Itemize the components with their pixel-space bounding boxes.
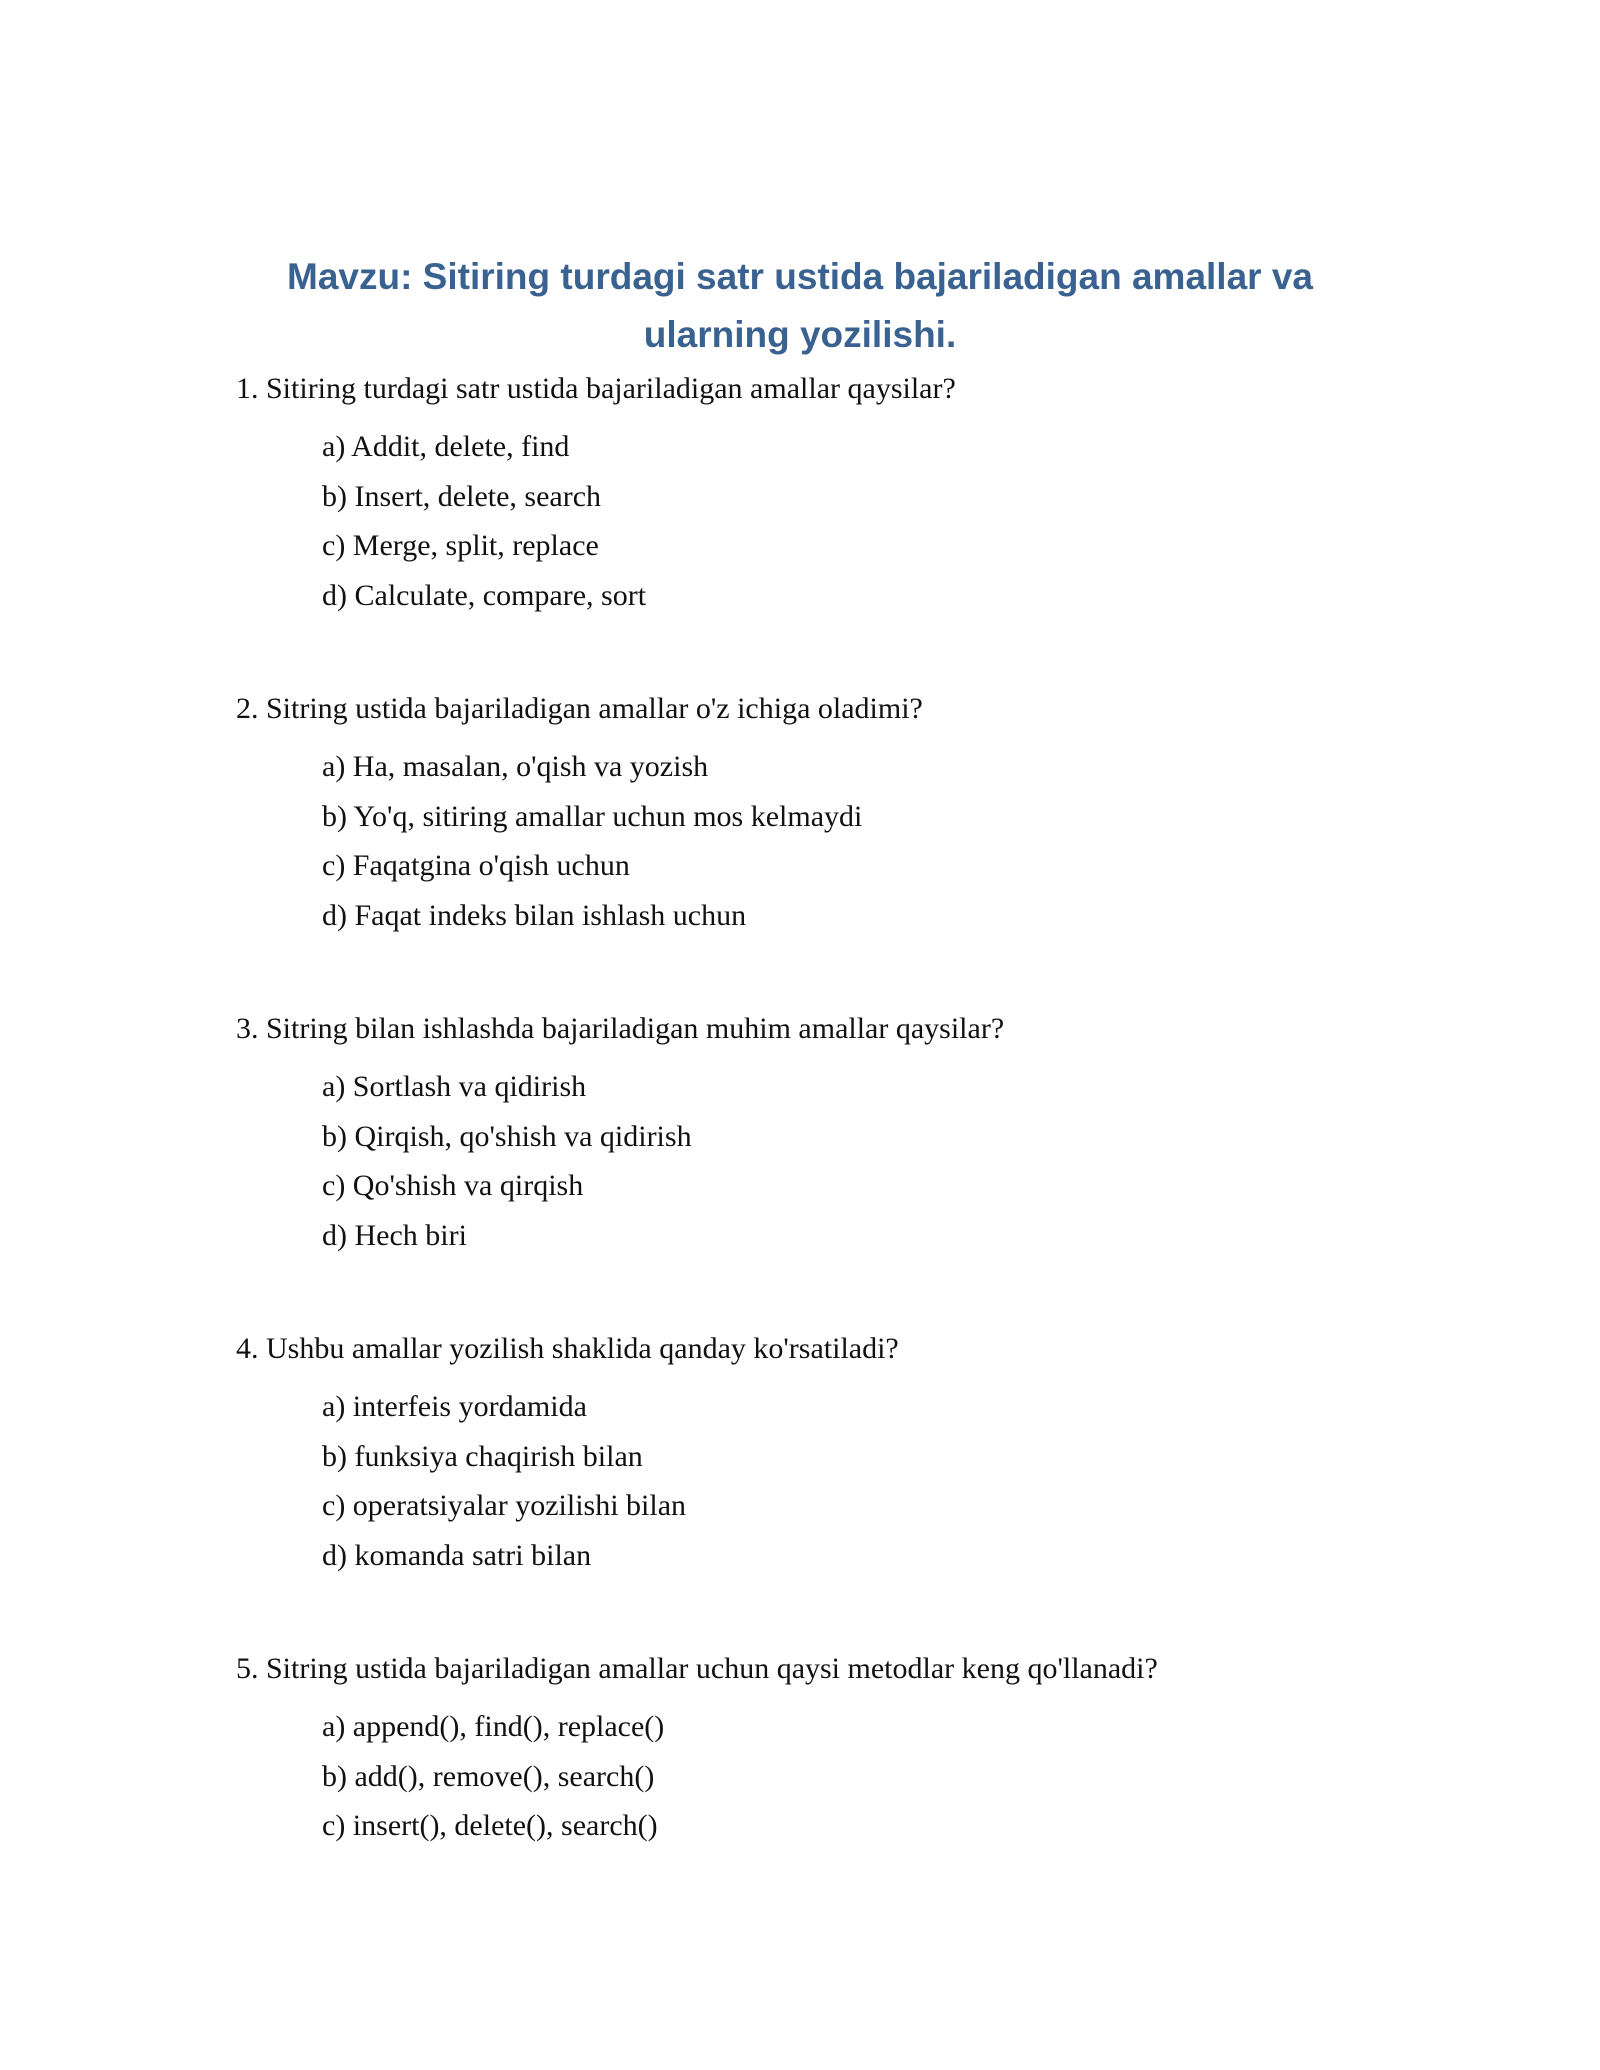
question-text: 2. Sitring ustida bajariladigan amallar o'z ichiga oladimi? [236, 692, 923, 725]
title-line-1: Mavzu: Sitiring turdagi satr ustida bajariladigan amallar va [287, 256, 1313, 297]
option-d: d) komanda satri bilan [322, 1538, 592, 1572]
option-c: c) Merge, split, replace [322, 529, 599, 562]
option-d: d) Calculate, compare, sort [322, 578, 647, 612]
option-a: a) Sortlash va qidirish [322, 1070, 587, 1103]
option-b: b) Yo'q, sitiring amallar uchun mos kelmaydi [322, 799, 863, 833]
option-c: c) operatsiyalar yozilishi bilan [322, 1489, 687, 1522]
question-4 [236, 1326, 1436, 1580]
question-text: 1. Sitiring turdagi satr ustida bajariladigan amallar qaysilar? [236, 372, 956, 405]
option-a: a) Ha, masalan, o'qish va yozish [322, 750, 709, 783]
option-b: b) Qirqish, qo'shish va qidirish [322, 1119, 692, 1153]
question-2 [236, 686, 1436, 940]
question-1 [236, 366, 1436, 620]
option-c: c) Qo'shish va qirqish [322, 1169, 584, 1202]
question-text: 5. Sitring ustida bajariladigan amallar uchun qaysi metodlar keng qo'llanadi? [236, 1652, 1158, 1685]
option-b: b) funksiya chaqirish bilan [322, 1439, 643, 1473]
question-text: 4. Ushbu amallar yozilish shaklida qanday ko'rsatiladi? [236, 1332, 899, 1365]
option-c: c) Faqatgina o'qish uchun [322, 849, 630, 882]
title-line-2: ularning yozilishi. [643, 314, 957, 355]
question-5 [236, 1646, 1436, 1851]
question-text: 3. Sitring bilan ishlashda bajariladigan muhim amallar qaysilar? [236, 1012, 1005, 1045]
question-3 [236, 1006, 1436, 1260]
document-title [236, 248, 1364, 364]
option-d: d) Hech biri [322, 1218, 467, 1252]
option-d: d) Faqat indeks bilan ishlash uchun [322, 898, 747, 932]
option-a: a) interfeis yordamida [322, 1390, 587, 1423]
question-list [236, 366, 1436, 1917]
option-a: a) Addit, delete, find [322, 430, 570, 463]
option-b: b) add(), remove(), search() [322, 1759, 655, 1793]
option-a: a) append(), find(), replace() [322, 1710, 665, 1743]
option-b: b) Insert, delete, search [322, 479, 602, 513]
option-c: c) insert(), delete(), search() [322, 1809, 658, 1842]
